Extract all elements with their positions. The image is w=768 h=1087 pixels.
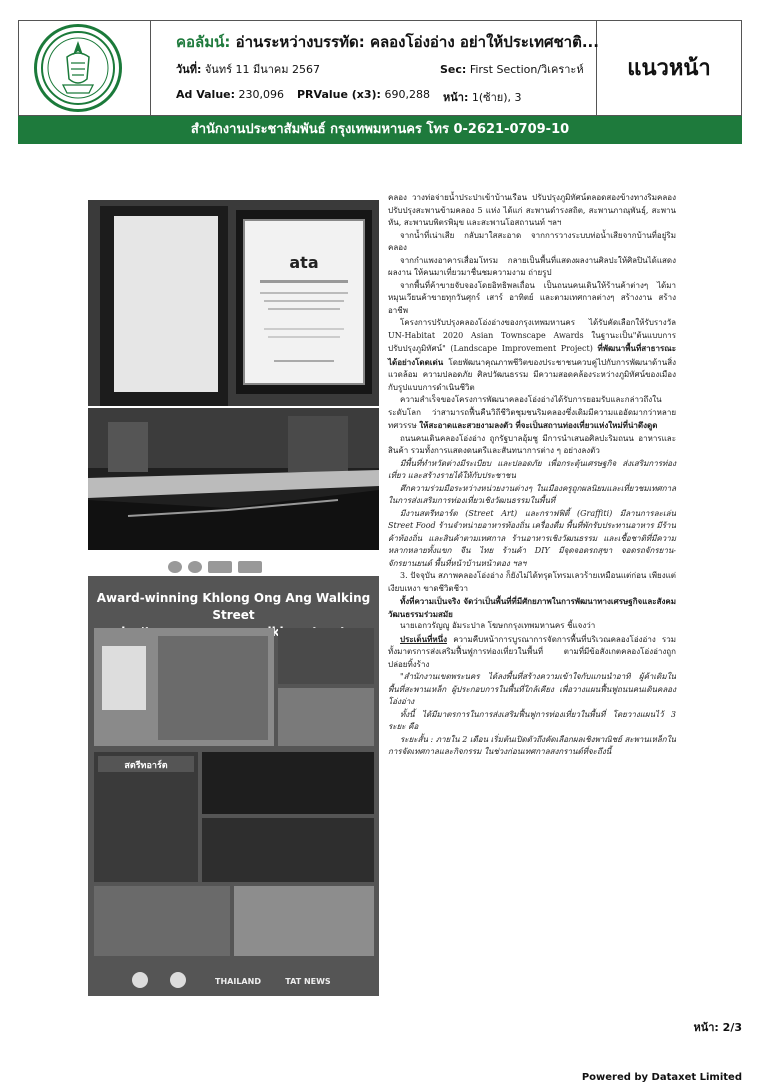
poster-tat-logo: TAT NEWS <box>285 977 331 986</box>
article-paragraph: จากกำแพงอาคารเสื่อมโทรม กลายเป็นพื้นที่แสดงผลงานศิลปะให้ศิลปินได้แสดงผลงาน ให้คนมาเที่ยวมาชื่นชมความงาม ถ่ายรูป <box>388 255 676 277</box>
article-paragraph: ทั้งนี้ ได้มีมาตรการในการส่งเสริมฟื้นฟูการท่องเที่ยวในพื้นที่ โดยวางแผนไว้ 3 ระยะ คือ <box>388 709 676 731</box>
article-paragraph: 3. ปัจจุบัน สภาพคลองโอ่งอ่าง ก็ยังไม่ได้ทรุดโทรมเลวร้ายเหมือนแต่ก่อน เพียงแต่เงียบเหงา ขาดชีวิตชีวา <box>388 571 676 593</box>
article-paragraph: ระยะสั้น : ภายใน 2 เดือน เริ่มต้นเปิดตัวถึงคัดเลือกผลเชิงพาณิชย์ สะพานเหล็กในการจัดเทศกาลและกิจกรรม ในช่วงก่อนเทศกาลสงกรานต์ที่จะถึงนี้ <box>388 734 676 756</box>
page-row: หน้า: 1(ซ้าย), 3 <box>443 91 522 104</box>
partner-logo <box>208 561 232 573</box>
poster-title: Award-winning Khlong Ong Ang Walking Street walking <box>96 591 371 639</box>
certificate-logo-text: ata <box>289 253 319 272</box>
article-paragraph: ประเด็นที่หนึ่ง ความคืบหน้าการบูรณาการจัดการพื้นที่บริเวณคลองโอ่งอ่าง รวมทั้งมาตรการส่งเสริมฟื้นฟูการท่องเที่ยวในพื้นที่ ตามที่มีข้อสังเกตคลองโอ่งอ่างถูกปล่อยทิ้งร้าง <box>388 633 676 669</box>
article-paragraph: ถนนคนเดินคลองโอ่งอ่าง ถูกรัฐบาลอุ้มชู มีการนำเสนอศิลปะริมถนน อาหารและสินค้า รวมทั้งการแสดงดนตรีและสันทนาการต่าง ๆ อย่างลงตัว <box>388 433 676 455</box>
article-body <box>388 192 676 759</box>
page-number: หน้า: 2/3 <box>693 1021 742 1034</box>
partner-logo <box>238 561 262 573</box>
column-title: คอลัมน์: อ่านระหว่างบรรทัด: คลองโอ่งอ่าง อย่าให้ประเทศชาติ... <box>176 33 599 51</box>
newspaper-name: แนวหน้า <box>627 56 711 81</box>
header-divider <box>150 20 151 116</box>
article-paragraph: มีงานสตรีทอาร์ต (Street Art) และกราฟฟิตี้ (Graffiti) มีลานการละเล่น Street Food ร้านจำหน่ายอาหารท้องถิ่น เครื่องดื่ม พื้นที่พักรับประทานอาหาร มีร้านค้าท้องถิ่น และสินค้าตามเทศกาล ร้านอาหารเชิงวัฒนธรรม และเชื้อชาติที่มีความหลากหลายทั้งแขก จีน ไทย ร้านค้า DIY มีจุดจอดรถสุขา จอดรถจักรยาน-จักรยานยนต์ พื้นที่หน้าบ้านหน้าตอง ฯลฯ <box>388 508 676 568</box>
article-paragraph: ศึกความร่วมมือระหว่างหน่วยงานต่างๆ ในเมืองครูถูกผลนิยมและเที่ยวชมเทศกาล ในการส่งเสริมการท่องเที่ยวเชิงวัฒนธรรมในพื้นที่ <box>388 483 676 505</box>
canal-night-photo <box>88 408 379 550</box>
photo-partner-logos <box>168 556 298 568</box>
award-certificate-photo <box>88 200 379 406</box>
poster-thailand-logo: THAILAND <box>215 977 261 986</box>
date-row: วันที่: จันทร์ 11 มีนาคม 2567 <box>176 63 321 76</box>
section-row: Sec: First Section/วิเคราะห์ <box>440 63 584 76</box>
bma-seal-logo <box>34 24 122 112</box>
article-paragraph: ทั้งที่ความเป็นจริง จัดว่าเป็นพื้นที่ที่มีศักยภาพในการพัฒนาทางเศรษฐกิจและสังคมวัฒนธรรมร่วมสมัย <box>388 596 676 619</box>
footer-credit: Powered by Dataxet Limited <box>581 1072 742 1083</box>
poster-sign-text: สตรีทอาร์ต <box>124 761 168 771</box>
article-paragraph: "สำนักงานเขตพระนคร ได้ลงพื้นที่สร้างความเข้าใจกับแกนนำอาทิ ผู้ค้าเดิมในพื้นที่สะพานเหล็ก ผู้ประกอบการในพื้นที่ใกล้เคียง เพื่อวางแผนฟื้นฟูถนนคนเดินคลองโอ่งอ่าง <box>388 672 676 706</box>
article-paragraph: โครงการปรับปรุงคลองโอ่งอ่างของกรุงเทพมหานคร ได้รับคัดเลือกให้รับรางวัล UN-Habitat 2020 Asian Townscape Awards ในฐานะเป็น"ต้นแบบการปรับปรุงภูมิทัศน์" (Landscape Improvement Project) ที่พัฒนาพื้นที่สาธารณะได้อย่างโดดเด่น โดยพัฒนาคุณภาพชีวิตของประชาชนควบคู่ไปกับการพัฒนาด้านสิ่งแวดล้อม ความปลอดภัย ศิลปวัฒนธรรม มีความสอดคล้องระหว่างภูมิทัศน์ของเมืองกับรูปแบบการดำเนินชีวิต <box>388 318 676 392</box>
article-paragraph: มีพื้นที่ทำหวัดต่างมีระเบียบ และปลอดภัย เพื่อกระตุ้นเศรษฐกิจ ส่งเสริมการท่องเที่ยว และสร้างรายได้ให้กับประชาชน <box>388 458 676 480</box>
contact-band: สำนักงานประชาสัมพันธ์ กรุงเทพมหานคร โทร 0-2621-0709-10 <box>18 116 742 144</box>
partner-logo <box>168 561 182 573</box>
article-paragraph: จากพื้นที่ค้าขายจับจองโดยอิทธิพลเถื่อน เป็นถนนคนเดินให้ร้านค้าต่างๆ ได้มาหมุนเวียนค้าขายทุกวันศุกร์ เสาร์ อาทิตย์ และตามเทศกาลต่างๆ สร้างงาน สร้างอาชีพ <box>388 280 676 315</box>
article-paragraph: จากน้ำที่เน่าเสีย กลับมาใสสะอาด จากการวางระบบท่อน้ำเสียจากบ้านที่อยู่ริมคลอง <box>388 230 676 252</box>
pr-value-row: PRValue (x3): 690,288 <box>297 88 430 101</box>
article-paragraph: ความสำเร็จของโครงการพัฒนาคลองโอ่งอ่างได้รับการยอมรับและกล่าวถึงในระดับโลก ว่าสามารถฟื้นคืนวิถีชีวิตชุมชนริมคลองซึ่งเดิมมีความแออัดมากว่าหลายทศวรรษ ให้สะอาดและสวยงามลงตัว ที่จะเป็นสถานท่องเที่ยวแห่งใหม่ที่น่าดึงดูด <box>388 395 676 430</box>
partner-logo <box>188 561 202 573</box>
article-paragraph: นายเอกวรัญญู อัมระปาล โฆษกกรุงเทพมหานคร ชี้แจงว่า <box>400 621 596 630</box>
article-paragraph: คลอง วางท่อจ่ายน้ำประปาเข้าบ้านเรือน ปรับปรุงภูมิทัศน์ตลอดสองข้างทางริมคลอง ปรับปรุงสะพานข้ามคลอง 5 แห่ง ได้แก่ สะพานดำรงสถิต, สะพานภาณุพันธุ์, สะพานหัน, สะพานบพิตรพิมุข และสะพานโอสถานนท์ ฯลฯ <box>388 193 676 227</box>
award-poster <box>88 576 379 996</box>
ad-value-row: Ad Value: 230,096 <box>176 88 285 101</box>
